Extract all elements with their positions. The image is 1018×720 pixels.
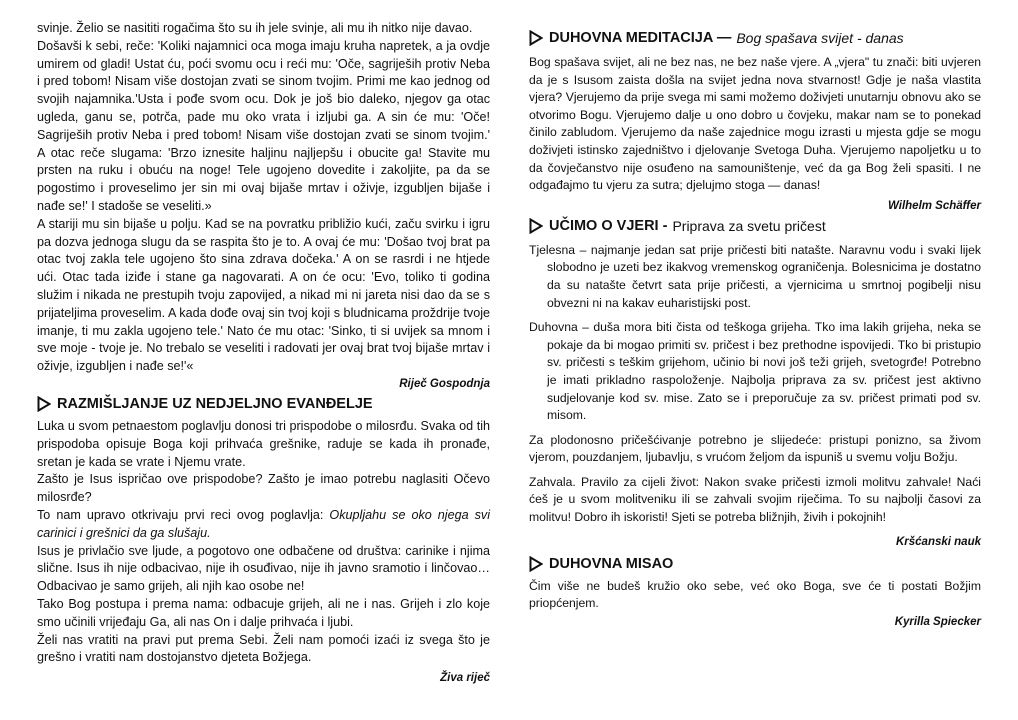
thought-heading-text: DUHOVNA MISAO [549,555,674,572]
meditation-signature: Wilhelm Schäffer [888,199,981,212]
reflection-heading [37,394,490,414]
spiritual-preparation: Duhovna – duša mora biti čista od teškoga grijeha. Tko ima lakih grijeha, neka se pokaje da bi mogao primiti sv. pričest i bez prethodne ispovijedi. Tko bi pristupio sv. pričesti s teškim grijehom, učinio bi novi još teži grijeh, svetogrđe! Potrebno je imati prikladno raspoloženje. Najbolja priprava za sv. pričest jest aktivno sudjelovanje kod sv. mise. Zato se i preporučuje za sv. pričest primati pod sv. misom. [529,320,981,423]
meditation-heading-text: DUHOVNA MEDITACIJA — [549,30,732,46]
right-column [529,20,981,630]
gospel-text-3: A stariji mu sin bijaše u polju. Kad se na povratku približio kući, začu svirku i igru pa dozva jednoga slugu da se raspita što je to. A ovaj će mu: 'Došao tvoj brat pa otac tvoj zakla tele ugojeno što sina zdrava dočeka.' A on se rasrdi i ne htjede ući. Otac tada iziđe i stane ga nagovarati. A on će ocu: 'Evo, toliko ti godina služim i nikada ne prestupih tvoju zapovijed, a nikad mi ni jareta nisi dao da se s prijateljima proveselim. A kada dođe ovaj sin tvoj koji s bludnicama proždrije tvoje imanje, ti mu zakla ugojeno tele.' Nato će mu otac: 'Sinko, ti si uvijek sa mnom i sve moje - tvoje je. No trebalo se veseliti i radovati jer ovaj brat tvoj bijaše mrtav i oživje, izgubljen i nađe se!'« [37,216,490,374]
faith-subtitle: Priprava za svetu pričest [672,217,826,234]
triangle-bullet-icon [37,396,51,412]
thought-text: Čim više ne budeš kružio oko sebe, već oko Boga, sve će ti postati Božjim priopćenjem. [529,578,981,611]
faith-heading-text: UČIMO O VJERI - [549,217,668,234]
reflection-heading-text: RAZMIŠLJANJE UZ NEDJELJNO EVANĐELJE [57,395,373,412]
meditation-text: Bog spašava svijet, ali ne bez nas, ne bez naše vjere. A „vjera" tu znači: biti uvjeren da je s Isusom zaista došla na svijet jedna nova stvarnost! Gdje je naša vlastita vjera? Vjerujemo da prije svega mi sami možemo doživjeti unutarnju obnovu ako se otvorimo Bogu. Vjerujemo dalje u ono dobro u čovjeku, makar nam se to ponekad činilo zabludom. Vjerujemo da naše zajednice mogu izrasti u mjesta gdje se mogu doživjeti istinsko zajedništvo i djelovanje Svetoga Duha. Vjerujemo napoljetku u to da čovječanstvo nije osuđeno na samouništenje, već da ga Bog želi spasiti. I ne odgađajmo tu vjeru za sutra; djelujmo stoga — danas! [529,55,981,193]
triangle-bullet-icon [529,556,543,572]
faith-signature: Kršćanski nauk [895,535,981,548]
reflection-signature: Živa riječ [440,672,490,685]
left-column [37,20,490,686]
thanksgiving: Zahvala. Pravilo za cijeli život: Nakon svake pričesti izmoli molitvu zahvale! Naći ćeš je u svom molitveniku ili se zahvali svojim riječima. To su najbolji časovi za molitvu! Dobro ih iskoristi! Sjeti se potreba bližnjih, živih i pokojnih! [529,474,981,525]
reflection-text-3a: To nam upravo otkrivaju prvi reci ovog poglavlja: [37,507,330,522]
thought-heading [529,554,981,574]
triangle-bullet-icon [529,30,543,46]
reflection-quote: Okupljahu se oko njega svi carinici i grešnici da ga slušaju. [37,507,490,540]
gospel-signature: Riječ Gospodnja [399,377,490,390]
reflection-text-6: Želi nas vratiti na pravi put prema Sebi. Želi nam pomoći izaći iz svega što je grešno i vratiti nam dostojanstvo djeteta Božjega. [37,632,490,665]
gospel-text-1: svinje. Želio se nasititi rogačima što su ih jele svinje, ali mu ih nitko nije davao. [37,21,473,35]
reflection-text-1: Luka u svom petnaestom poglavlju donosi tri prispodobe o milosrđu. Svaka od tih prispodoba opisuje Boga koji prihvaća grešnike, raduje se kada ih pronađe, sretan je kada se vrate i Njemu vrate. [37,418,490,469]
reflection-text-3 [37,507,490,543]
meditation-subtitle: Bog spašava svijet - danas [736,30,904,46]
triangle-bullet-icon [529,218,543,234]
meditation-heading [529,28,981,48]
reflection-text-4: Isus je privlačio sve ljude, a pogotovo one odbačene od društva: carinike i njima slične. Isus ih nije odbacivao, nije ih osuđivao, nije ih javno sramotio i linčovao… Odbacivao je samo grijeh, ali njih kao osobe ne! [37,543,490,594]
physical-preparation: Tjelesna – najmanje jedan sat prije pričesti biti natašte. Naravnu vodu i svaki lijek slobodno je uzeti bez ikakvog vremenskog ograničenja. Bolesnicima je dostatno da su natašte četvrt sata prije pričesti, a vjernicima u smrtnoj pogibelji nisu obvezni ni na kakav euharistijski post. [529,242,981,310]
fruitful-communion: Za plodonosno pričešćivanje potrebno je slijedeće: pristupi ponizno, sa živom vjerom, pouzdanjem, ljubavlju, s vrućom željom da ispuniš u svemu volju Božju. [529,432,981,465]
gospel-text-2: Došavši k sebi, reče: 'Koliki najamnici oca moga imaju kruha napretek, a ja ovdje umirem od gladi! Ustat ću, poći svomu ocu i reći mu: 'Oče, sagriješih protiv Neba i pred tobom! Nisam više dostojan zvati se sinom tvojim. Primi me kao jednog od svojih najamnika.'Usta i pođe svom ocu. Dok je još bio daleko, njegov ga otac ugleda, ganu se, potrča, pade mu oko vrata i izljubi ga. A sin će mu: 'Oče! Sagriješih protiv Neba i pred tobom! Nisam više dostojan zvati se sinom tvojim.' A otac reče slugama: 'Brzo iznesite haljinu najljepšu i obucite ga! Stavite mu prsten na ruku i obuću na noge! Tele ugojeno dovedite i zakoljite, pa da se pogostimo i proveselimo jer sin mi ovaj bijaše mrtav i oživje, izgubljen bijaše i nađe se!' I stadoše se veseliti.» [37,38,490,213]
reflection-text-5: Tako Bog postupa i prema nama: odbacuje grijeh, ali ne i nas. Grijeh i zlo koje smo učinili vrijeđaju Ga, ali nas On i dalje prihvaća i ljubi. [37,596,490,629]
reflection-text-2: Zašto je Isus ispričao ove prispodobe? Zašto je imao potrebu naglasiti Očevo milosrđe? [37,472,490,505]
thought-signature: Kyrilla Spiecker [894,615,981,628]
faith-heading [529,216,981,236]
